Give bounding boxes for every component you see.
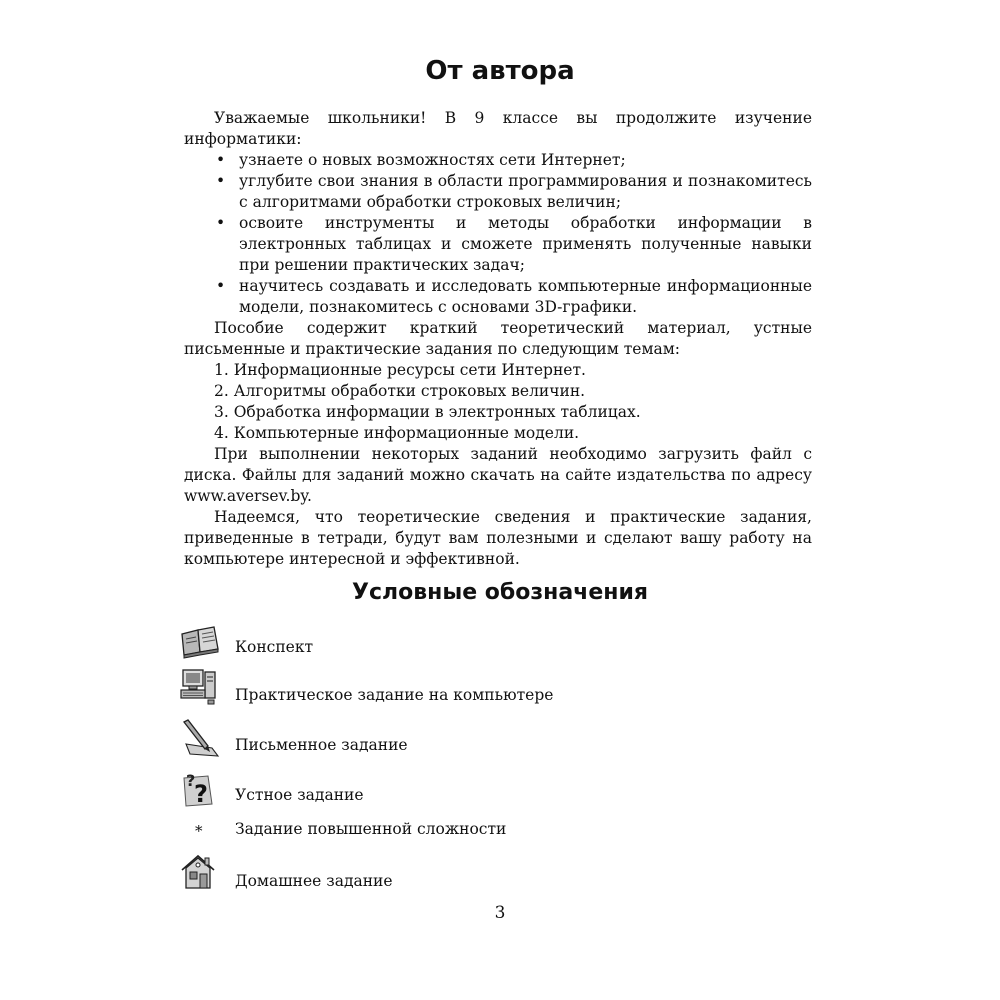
legend-title: Условные обозначения xyxy=(351,580,648,605)
page-title: От автора xyxy=(425,56,575,86)
svg-text:?: ? xyxy=(194,780,208,808)
list-item: 3. Обработка информации в электронных таблицах. xyxy=(214,403,641,421)
legend-item-computer-task: Практическое задание на компьютере xyxy=(178,668,818,708)
question-icon xyxy=(178,768,222,808)
files-paragraph: При выполнении некоторых заданий необходимо загрузить файл с диска. Файлы для заданий можно скачать на сайте издательства по адресу www.aversev.by. xyxy=(184,445,812,505)
legend-item-homework: Домашнее задание xyxy=(178,852,818,892)
legend-item-notes: Конспект xyxy=(178,622,818,662)
list-item: • освоите инструменты и методы обработки информации в электронных таблицах и сможете применять полученные навыки при решении практических задач; xyxy=(216,214,812,274)
bullet-marker: • xyxy=(216,172,226,190)
list-item: 4. Компьютерные информационные модели. xyxy=(214,424,580,442)
book-icon xyxy=(178,622,222,662)
bullet-marker: • xyxy=(216,277,226,295)
list-item: • углубите свои знания в области программирования и познакомитесь с алгоритмами обработки строковых величин; xyxy=(216,172,812,211)
page-number: 3 xyxy=(494,903,506,923)
topics-list xyxy=(184,360,812,444)
house-icon xyxy=(178,852,222,892)
list-item: 2. Алгоритмы обработки строковых величин. xyxy=(214,382,586,400)
svg-text:?: ? xyxy=(186,771,196,790)
closing-paragraph: Надеемся, что теоретические сведения и практические задания, приведенные в тетради, будут вам полезными и сделают вашу работу на компьютере интересной и эффективной. xyxy=(184,508,812,568)
pen-icon xyxy=(178,718,222,758)
bullet-marker: • xyxy=(216,151,226,169)
computer-icon xyxy=(178,668,222,708)
legend-item-advanced-task: * Задание повышенной сложности xyxy=(178,816,818,856)
list-item: • научитесь создавать и исследовать компьютерные информационные модели, познакомитесь с основами 3D-графики. xyxy=(216,277,812,316)
legend-item-written-task: Письменное задание xyxy=(178,718,818,758)
contents-intro-paragraph: Пособие содержит краткий теоретический материал, устные письменные и практические задания по следующим темам: xyxy=(184,319,812,358)
legend-item-oral-task: ? ? Устное задание xyxy=(178,768,818,808)
list-item: • узнаете о новых возможностях сети Интернет; xyxy=(216,151,626,169)
list-item: 1. Информационные ресурсы сети Интернет. xyxy=(214,361,586,379)
bullet-list xyxy=(184,150,812,318)
asterisk-icon: * xyxy=(195,822,203,840)
bullet-marker: • xyxy=(216,214,226,232)
preface-text xyxy=(184,108,812,570)
intro-paragraph: Уважаемые школьники! В 9 классе вы продолжите изучение информатики: xyxy=(184,109,812,148)
